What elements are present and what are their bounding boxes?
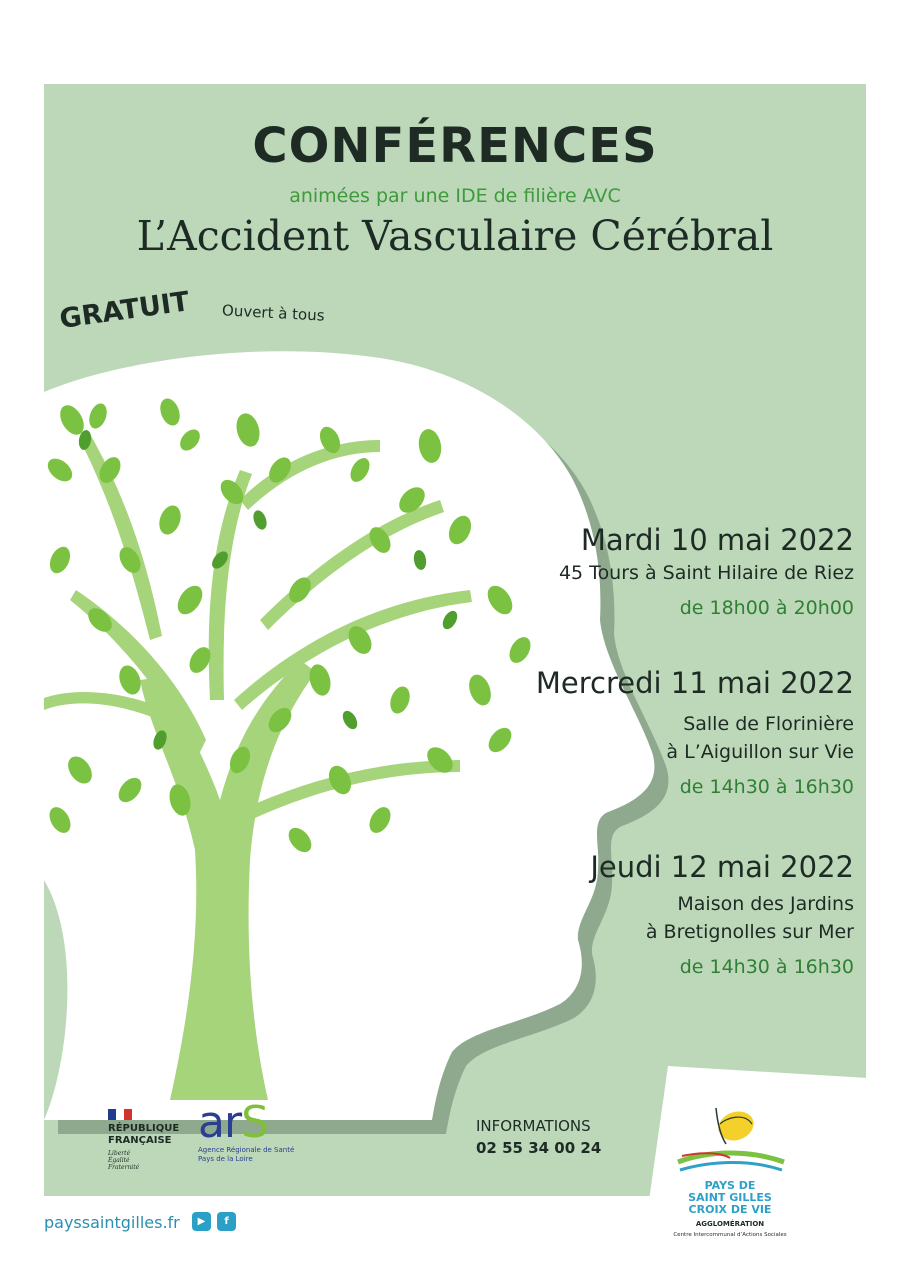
facebook-icon[interactable]: f (217, 1212, 236, 1231)
republique-francaise-logo (108, 1109, 188, 1171)
event-day: Mercredi 11 mai 2022 (535, 666, 854, 700)
pays-logo-emblem (660, 1078, 800, 1178)
page-title: CONFÉRENCES (252, 118, 658, 174)
pays-name-line: SAINT GILLES (688, 1191, 772, 1204)
pays-name-line: PAYS DE (704, 1179, 756, 1192)
event-place: à L’Aiguillon sur Vie (666, 741, 854, 763)
free-badge: GRATUIT (57, 286, 192, 335)
rf-line-1: RÉPUBLIQUE (108, 1123, 180, 1134)
rf-motto: Fraternité (108, 1164, 140, 1171)
event-time: de 14h30 à 16h30 (679, 956, 854, 978)
event-1 (454, 521, 854, 621)
ars-word-s: S (241, 1097, 268, 1148)
event-time: de 18h00 à 20h00 (679, 597, 854, 619)
pays-name-line: CROIX DE VIE (688, 1203, 772, 1216)
ars-region: Pays de la Loire (198, 1155, 253, 1163)
event-3 (454, 848, 854, 980)
phone-number[interactable]: 02 55 34 00 24 (476, 1139, 602, 1157)
ars-subtitle: Agence Régionale de Santé (198, 1146, 295, 1154)
event-day: Mardi 10 mai 2022 (580, 523, 854, 557)
event-place: 45 Tours à Saint Hilaire de Riez (558, 562, 854, 584)
pays-saint-gilles-logo (660, 1078, 800, 1268)
rf-motto: Liberté (108, 1150, 131, 1157)
event-place: à Bretignolles sur Mer (645, 921, 854, 943)
information-label: INFORMATIONS (476, 1117, 591, 1135)
pays-name (660, 1180, 800, 1216)
event-place: Maison des Jardins (677, 893, 854, 915)
ars-word: ar (198, 1097, 242, 1148)
website-link[interactable]: payssaintgilles.fr (44, 1213, 180, 1232)
subtitle: animées par une IDE de filière AVC (289, 185, 621, 207)
french-flag-icon (108, 1109, 132, 1120)
ciass-label: Centre Intercommunal d’Actions Sociales (673, 1232, 787, 1238)
rf-motto: Égalité (108, 1157, 130, 1164)
event-day: Jeudi 12 mai 2022 (590, 850, 854, 884)
audience-label: Ouvert à tous (221, 301, 325, 325)
event-time: de 14h30 à 16h30 (679, 776, 854, 798)
event-place: Salle de Florinière (683, 713, 854, 735)
rf-line-2: FRANÇAISE (108, 1135, 172, 1146)
event-2 (454, 664, 854, 800)
youtube-icon[interactable]: ▶ (192, 1212, 211, 1231)
agglomeration-label: AGGLOMÉRATION (695, 1220, 765, 1228)
ars-logo (198, 1097, 318, 1172)
information-block (476, 1117, 601, 1157)
conference-topic: L’Accident Vasculaire Cérébral (136, 212, 774, 260)
